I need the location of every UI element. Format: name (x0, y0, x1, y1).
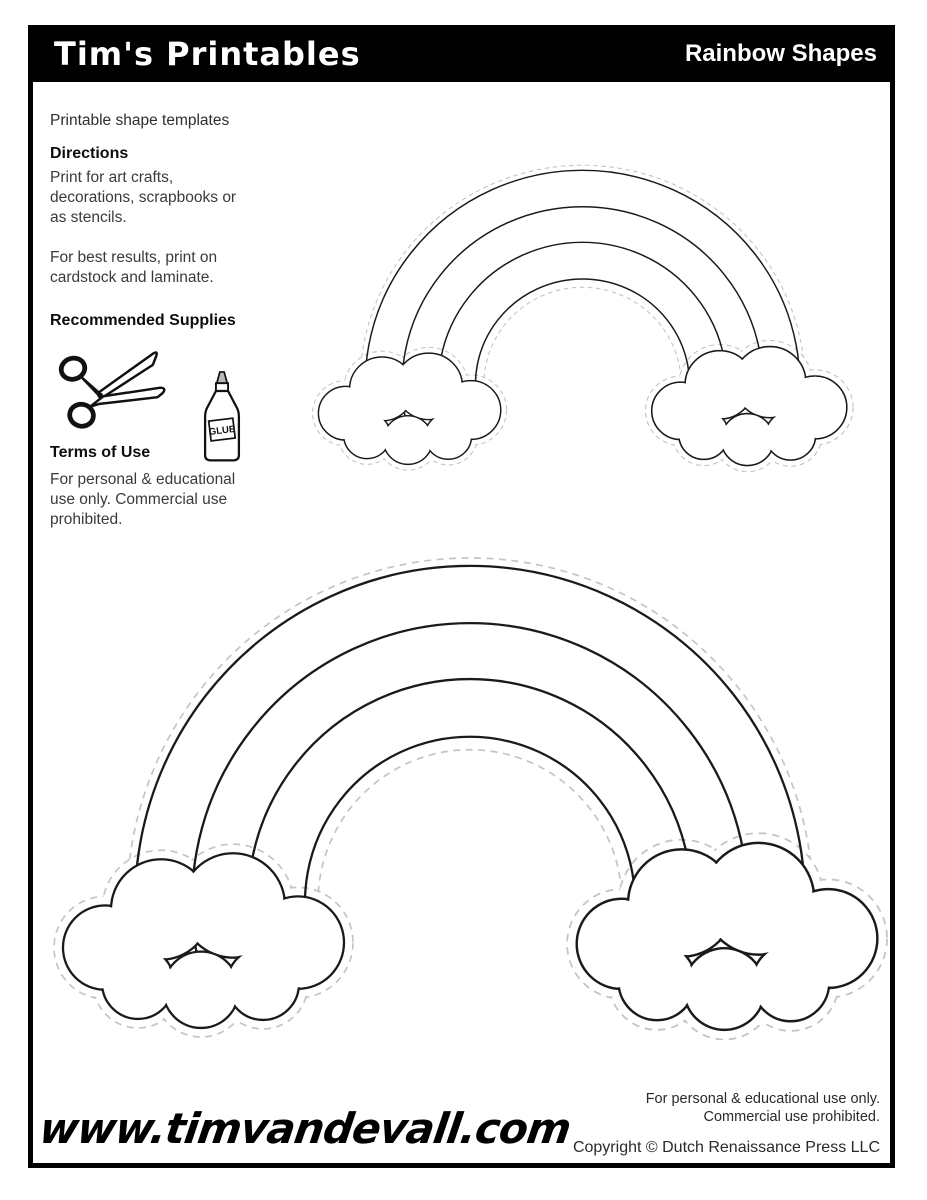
intro-text: Printable shape templates (50, 112, 230, 129)
usage-line-1: For personal & educational use only. (645, 1091, 880, 1107)
terms-heading: Terms of Use (50, 444, 151, 461)
directions-paragraph-2: For best results, print on cardstock and laminate. (50, 249, 218, 286)
scissors-icon (52, 344, 170, 439)
brand-logo: Tim's Printables (54, 34, 361, 73)
page-title: Rainbow Shapes (684, 39, 877, 67)
header-bar (28, 25, 895, 82)
copyright-text: Copyright © Dutch Renaissance Press LLC (572, 1139, 880, 1156)
usage-terms-text (646, 1091, 880, 1126)
website-url: www.timvandevall.com (36, 1104, 574, 1153)
directions-heading: Directions (50, 145, 129, 162)
rainbow-shape-large (50, 556, 890, 1040)
glue-bottle-icon (196, 369, 248, 465)
terms-paragraph: For personal & educational use only. Commercial use prohibited. (50, 471, 236, 528)
directions-paragraph-1: Print for art crafts, decorations, scrapbooks or as stencils. (50, 169, 237, 226)
supplies-heading: Recommended Supplies (50, 312, 236, 329)
usage-line-2: Commercial use prohibited. (703, 1108, 880, 1125)
glue-label: GLUE (208, 423, 236, 439)
rainbow-shape-small (310, 164, 855, 472)
